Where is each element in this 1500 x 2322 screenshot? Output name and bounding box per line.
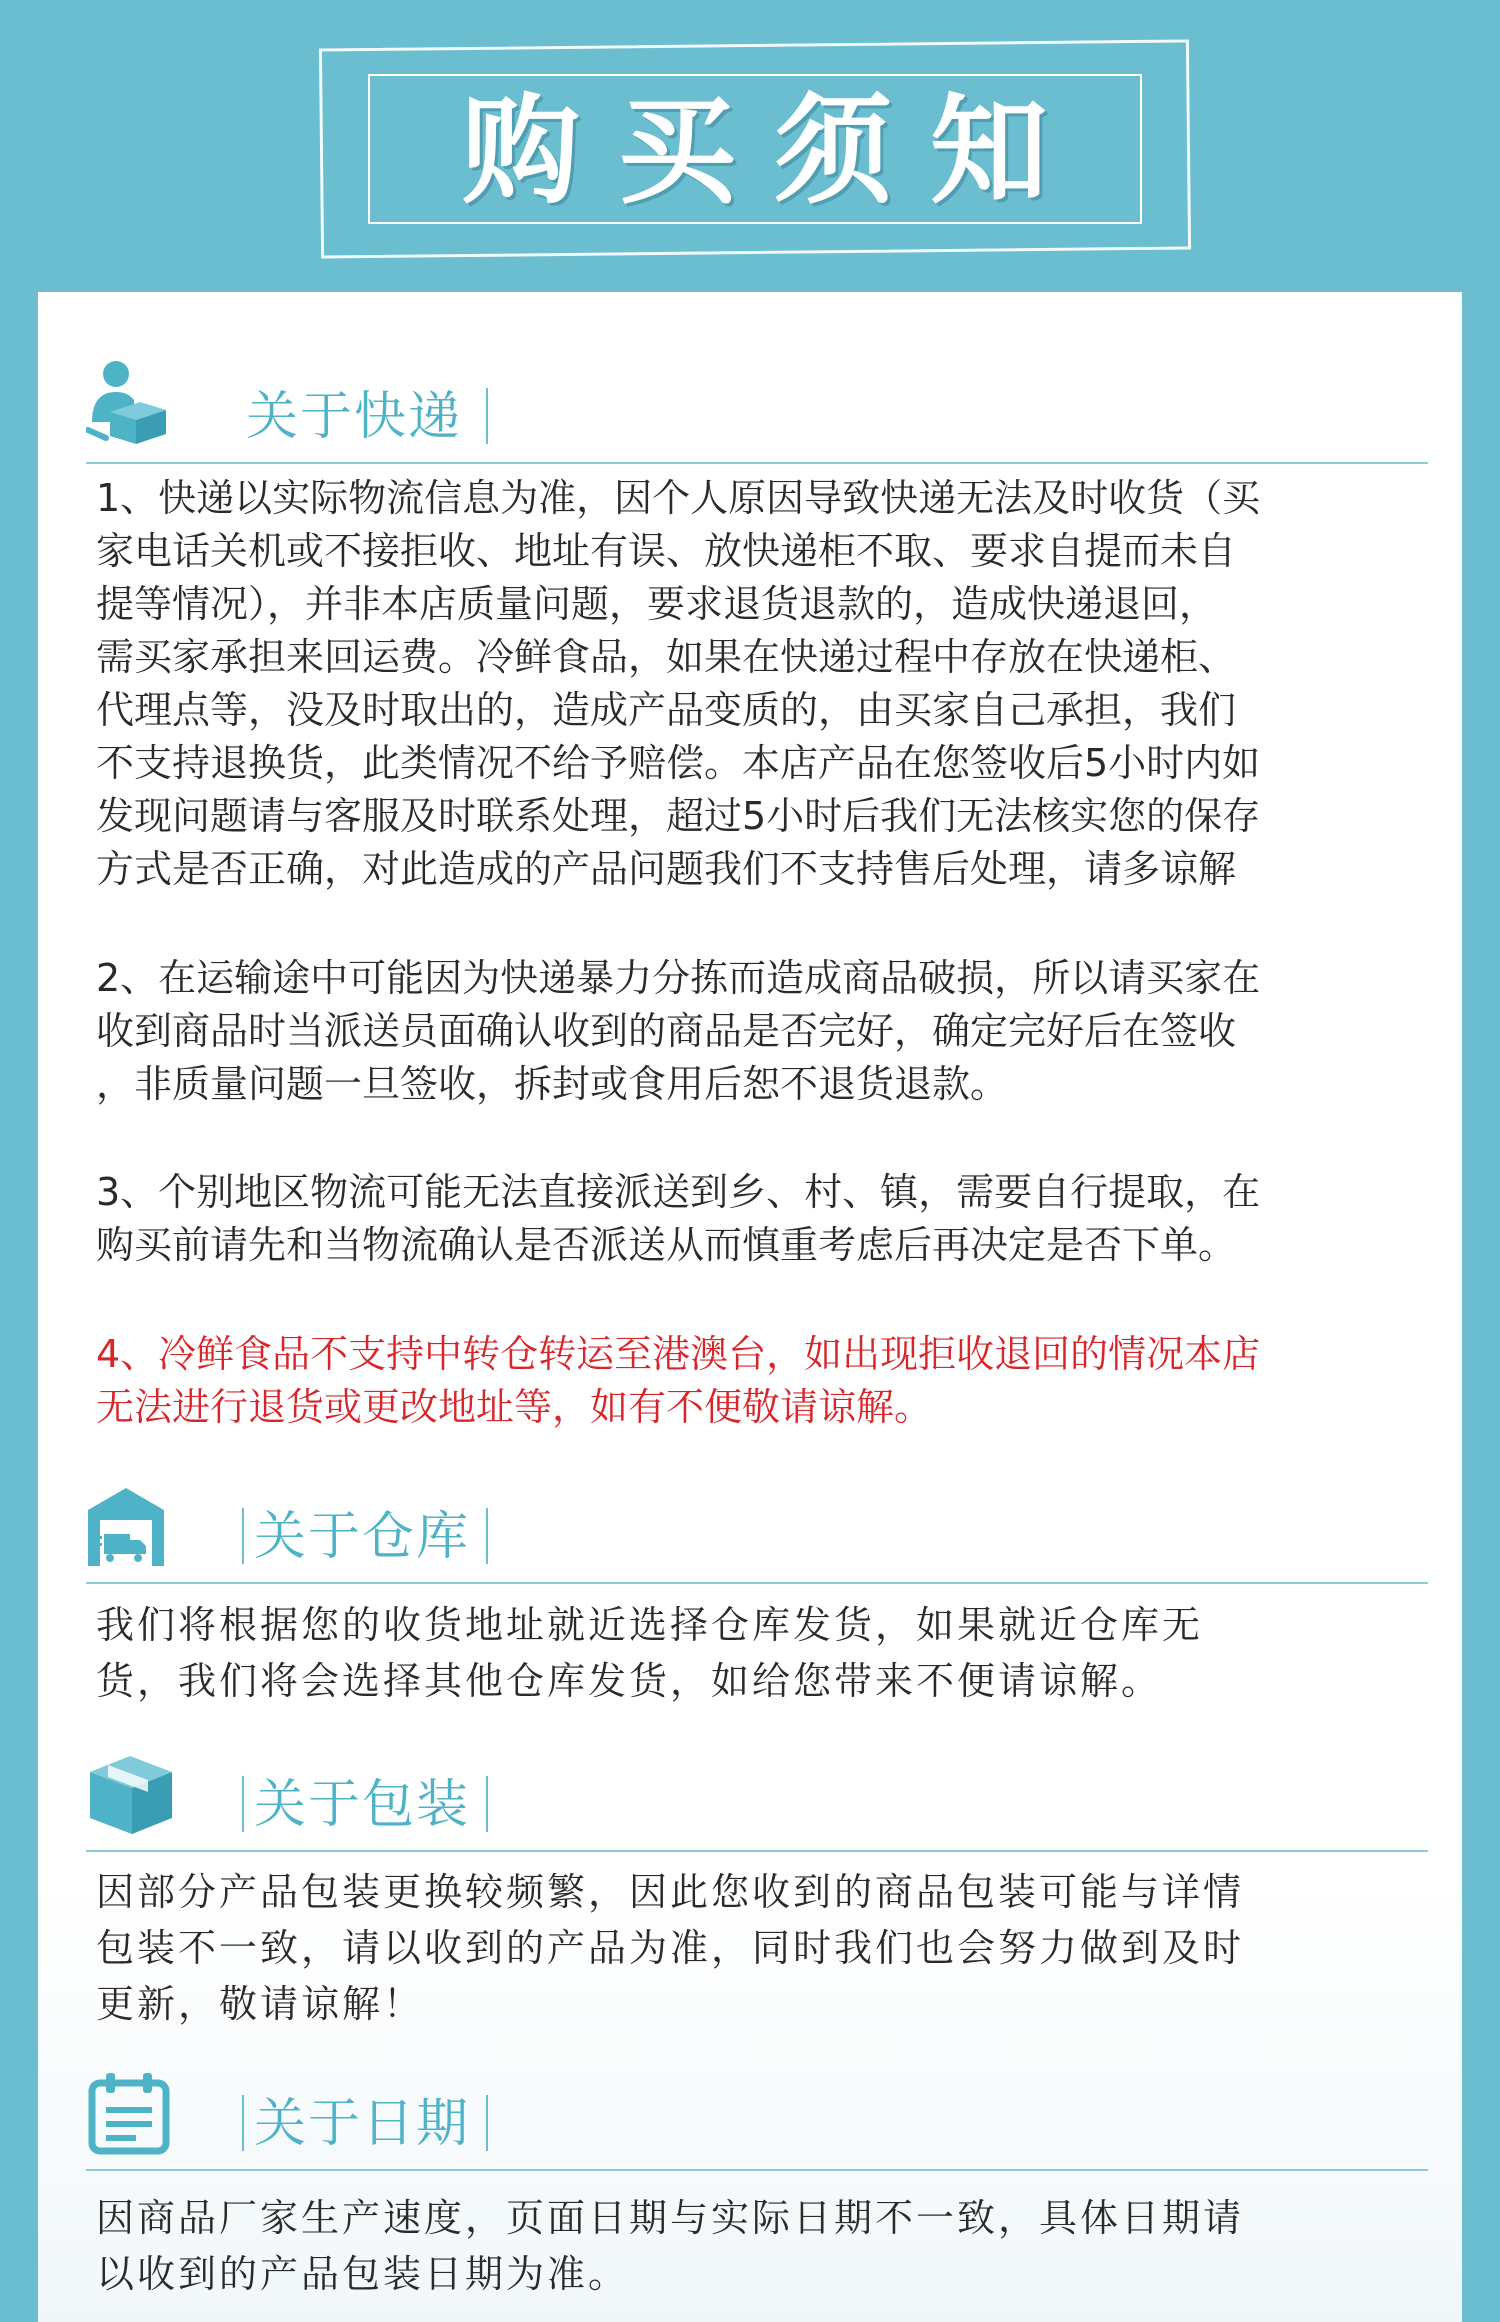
title-divider <box>486 2095 488 2151</box>
courier-paragraph-1: 1、快递以实际物流信息为准，因个人原因导致快递无法及时收货（买 家电话关机或不接拒收、地址有误、放快递柜不取、要求自提而未自 提等情况），并非本店质量问题，要求退货退款的，造成快递退回， 需买家承担来回运费。冷鲜食品，如果在快递过程中存放在快递柜、 代理点等，没及时取出的，造成产品变质的，由买家自己承担，我们 不支持退换货，此类情况不给予赔偿。本店产品在您签收后5小时内如 发现问题请与客服及时联系处理，超过5小时后我们无法核实您的保存 方式是否正确，对此造成的产品问题我们不支持售后处理，请多谅解 <box>96 476 1261 891</box>
section-title-packaging: 关于包装 <box>254 1775 471 1835</box>
title-divider <box>242 1776 244 1832</box>
warehouse-truck-icon <box>86 1480 176 1570</box>
calendar-icon <box>86 2067 176 2157</box>
title-banner <box>320 44 1190 254</box>
packaging-paragraph: 因部分产品包装更换较频繁，因此您收到的商品包装可能与详情 包装不一致，请以收到的产品为准，同时我们也会努力做到及时 更新，敬请谅解！ <box>96 1870 1245 2026</box>
courier-paragraph-2: 2、在运输途中可能因为快递暴力分拣而造成商品破损，所以请买家在 收到商品时当派送员面确认收到的商品是否完好，确定完好后在签收 ，非质量问题一旦签收，拆封或食用后恕不退货退款。 <box>96 956 1261 1106</box>
date-paragraph: 因商品厂家生产速度，页面日期与实际日期不一致，具体日期请 以收到的产品包装日期为准。 <box>96 2196 1245 2296</box>
courier-paragraph-4-warning: 4、冷鲜食品不支持中转仓转运至港澳台，如出现拒收退回的情况本店 无法进行退货或更改地址等，如有不便敬请谅解。 <box>96 1332 1261 1429</box>
courier-paragraph-3: 3、个别地区物流可能无法直接派送到乡、村、镇，需要自行提取，在 购买前请先和当物流确认是否派送从而慎重考虑后再决定是否下单。 <box>96 1170 1261 1267</box>
content-card <box>38 292 1462 2322</box>
section-title-date: 关于日期 <box>254 2094 471 2154</box>
section-header-warehouse <box>86 1472 1428 1584</box>
title-divider <box>486 1508 488 1564</box>
title-divider <box>486 388 488 444</box>
section-title-warehouse: 关于仓库 <box>254 1507 471 1567</box>
section-header-packaging <box>86 1740 1428 1852</box>
section-header-courier <box>86 352 1428 464</box>
title-divider <box>486 1776 488 1832</box>
courier-package-icon <box>86 360 176 450</box>
section-header-date <box>86 2059 1428 2171</box>
title-divider <box>242 1508 244 1564</box>
page-title: 购买须知 <box>461 81 1086 220</box>
warehouse-paragraph: 我们将根据您的收货地址就近选择仓库发货，如果就近仓库无 货，我们将会选择其他仓库发货，如给您带来不便请谅解。 <box>96 1603 1204 1703</box>
title-divider <box>242 2095 244 2151</box>
box-icon <box>86 1748 176 1838</box>
section-title-courier: 关于快递 <box>246 387 463 447</box>
